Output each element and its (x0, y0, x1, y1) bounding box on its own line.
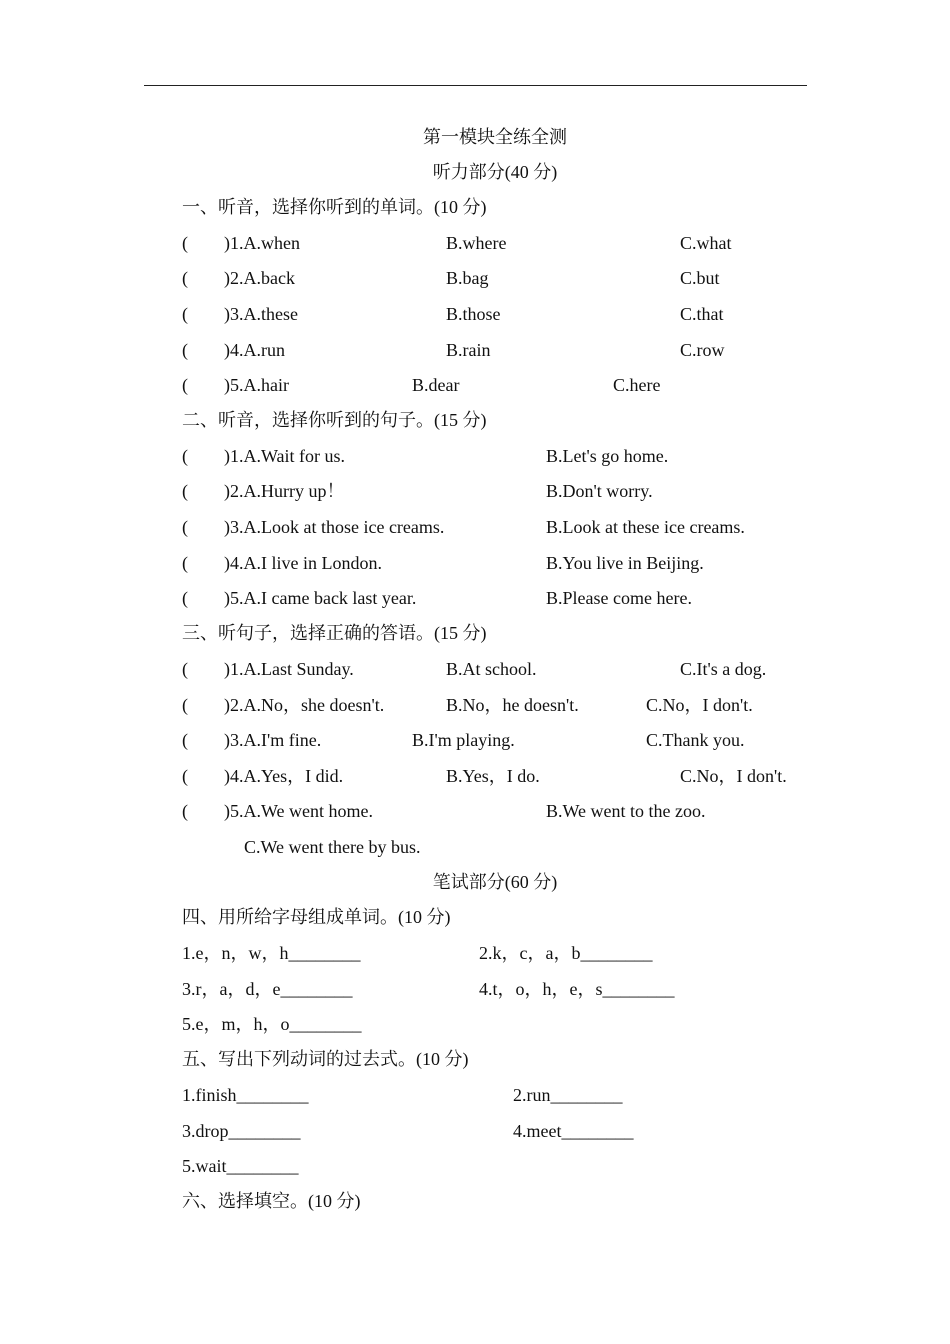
s2-q1-b: B.Let's go home. (546, 446, 669, 466)
section-3-heading: 三、听句子，选择正确的答语。(15 分) (182, 623, 487, 643)
s4-item-1: 1.e，n，w，h________ (182, 943, 361, 963)
s2-q4-a: ( )4.A.I live in London. (182, 553, 382, 573)
s3-q1-a: ( )1.A.Last Sunday. (182, 659, 354, 679)
s2-q2-b: B.Don't worry. (546, 481, 653, 501)
s2-q5-a: ( )5.A.I came back last year. (182, 588, 417, 608)
s1-q4-b: B.rain (446, 340, 491, 360)
s1-q1-b: B.where (446, 233, 507, 253)
s4-item-5: 5.e，m，h，o________ (182, 1014, 362, 1034)
s3-q2-a: ( )2.A.No，she doesn't. (182, 695, 385, 715)
s3-q3-c: C.Thank you. (646, 730, 745, 750)
s3-q3-b: B.I'm playing. (412, 730, 515, 750)
s3-q1-c: C.It's a dog. (680, 659, 767, 679)
s5-item-5: 5.wait________ (182, 1156, 299, 1176)
s1-q5-b: B.dear (412, 375, 460, 395)
s1-q2-a: ( )2.A.back (182, 268, 295, 288)
s3-q1-b: B.At school. (446, 659, 537, 679)
s4-item-4: 4.t，o，h，e，s________ (479, 979, 675, 999)
s1-q4-c: C.row (680, 340, 725, 360)
s3-q4-a: ( )4.A.Yes，I did. (182, 766, 344, 786)
s1-q1-c: C.what (680, 233, 732, 253)
s5-item-2: 2.run________ (513, 1085, 623, 1105)
s2-q3-a: ( )3.A.Look at those ice creams. (182, 517, 445, 537)
header-rule (144, 85, 807, 86)
s3-q5-c: C.We went there by bus. (244, 837, 421, 857)
s4-item-3: 3.r，a，d，e________ (182, 979, 353, 999)
s3-q5-a: ( )5.A.We went home. (182, 801, 374, 821)
listening-title: 听力部分(40 分) (432, 162, 558, 182)
s1-q3-b: B.those (446, 304, 501, 324)
s3-q4-b: B.Yes，I do. (446, 766, 540, 786)
s2-q1-a: ( )1.A.Wait for us. (182, 446, 346, 466)
section-1-heading: 一、听音，选择你听到的单词。(10 分) (182, 197, 487, 217)
s1-q4-a: ( )4.A.run (182, 340, 285, 360)
section-5-heading: 五、写出下列动词的过去式。(10 分) (182, 1049, 469, 1069)
s1-q2-c: C.but (680, 268, 720, 288)
s3-q3-a: ( )3.A.I'm fine. (182, 730, 322, 750)
s2-q5-b: B.Please come here. (546, 588, 692, 608)
s5-item-4: 4.meet________ (513, 1121, 634, 1141)
section-6-heading: 六、选择填空。(10 分) (182, 1191, 361, 1211)
s1-q3-a: ( )3.A.these (182, 304, 298, 324)
section-4-heading: 四、用所给字母组成单词。(10 分) (182, 907, 451, 927)
section-2-heading: 二、听音，选择你听到的句子。(15 分) (182, 410, 487, 430)
s3-q2-b: B.No，he doesn't. (446, 695, 579, 715)
s1-q1-a: ( )1.A.when (182, 233, 300, 253)
page-title: 第一模块全练全测 (423, 127, 567, 147)
s4-item-2: 2.k，c，a，b________ (479, 943, 653, 963)
s2-q4-b: B.You live in Beijing. (546, 553, 704, 573)
s3-q4-c: C.No，I don't. (680, 766, 787, 786)
s1-q2-b: B.bag (446, 268, 489, 288)
s3-q2-c: C.No，I don't. (646, 695, 753, 715)
s5-item-3: 3.drop________ (182, 1121, 301, 1141)
s1-q3-c: C.that (680, 304, 724, 324)
s1-q5-c: C.here (613, 375, 661, 395)
s2-q2-a: ( )2.A.Hurry up！ (182, 481, 345, 501)
s5-item-1: 1.finish________ (182, 1085, 309, 1105)
s2-q3-b: B.Look at these ice creams. (546, 517, 745, 537)
s1-q5-a: ( )5.A.hair (182, 375, 289, 395)
s3-q5-b: B.We went to the zoo. (546, 801, 706, 821)
writing-title: 笔试部分(60 分) (432, 872, 558, 892)
